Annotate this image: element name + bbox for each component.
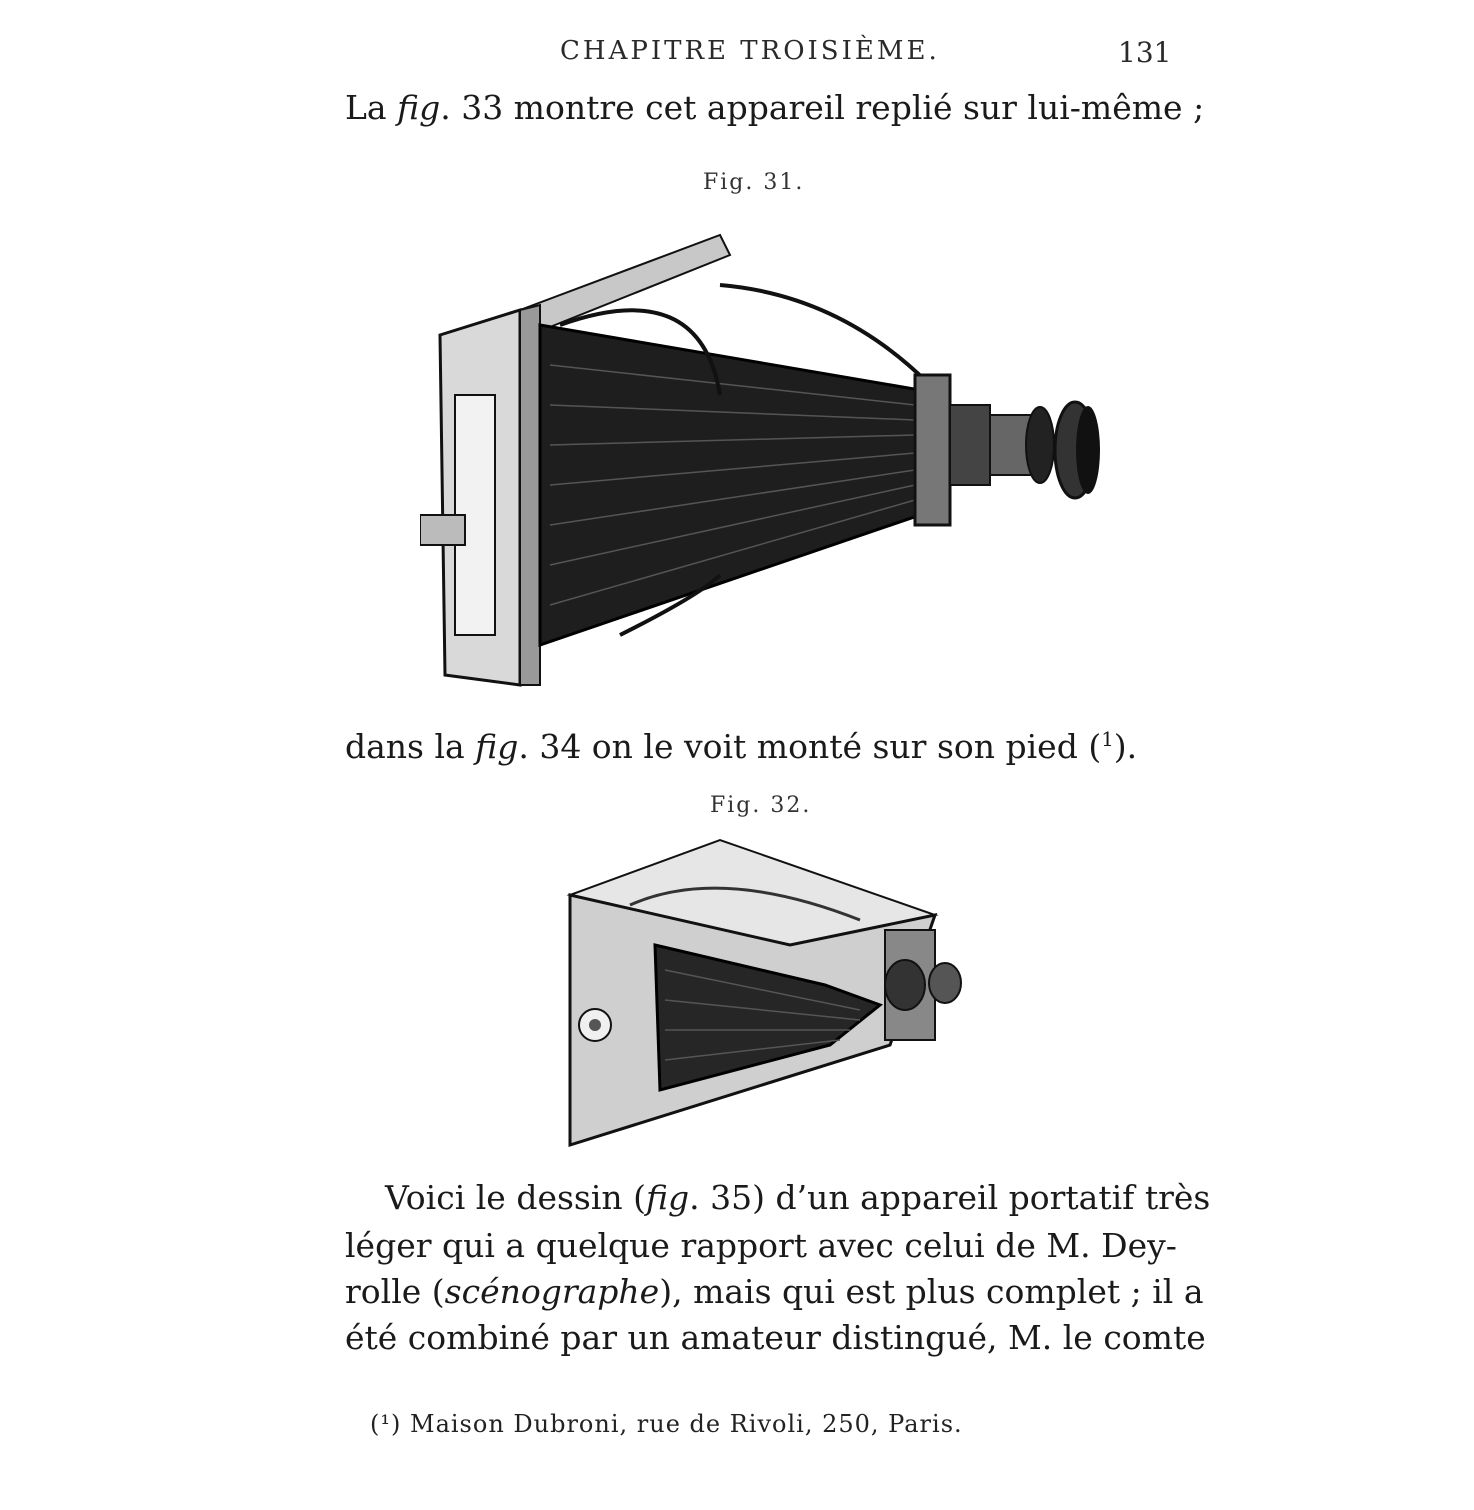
- footnote-marker: (¹): [370, 1410, 402, 1438]
- footnote: [370, 1410, 963, 1438]
- footnote-text: Maison Dubroni, rue de Rivoli, 250, Paris.: [401, 1410, 963, 1438]
- text-line: Voici le dessin (fig. 35) d’un appareil portatif très: [385, 1178, 1211, 1217]
- camera-folded-illustration: [560, 835, 970, 1155]
- figure-caption: Fig. 32.: [710, 793, 812, 818]
- text-line: dans la fig. 34 on le voit monté sur son pied ($^1$).: [345, 727, 1138, 766]
- page-number: 131: [1118, 36, 1172, 69]
- running-head: CHAPITRE TROISIÈME.: [560, 36, 940, 66]
- text-line: léger qui a quelque rapport avec celui de M. Dey-: [345, 1226, 1177, 1265]
- figure-caption: Fig. 31.: [703, 170, 805, 195]
- text-line: été combiné par un amateur distingué, M. le comte: [345, 1318, 1206, 1357]
- camera-extended-illustration: [420, 215, 1120, 695]
- text-line: rolle (scénographe), mais qui est plus complet ; il a: [345, 1272, 1204, 1311]
- text-line: La fig. 33 montre cet appareil replié sur lui-même ;: [345, 88, 1205, 127]
